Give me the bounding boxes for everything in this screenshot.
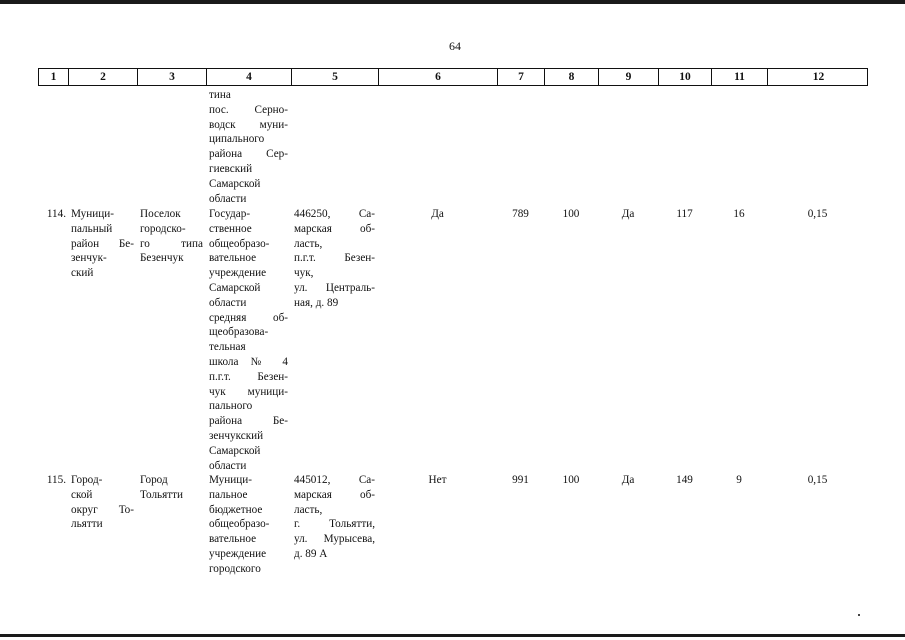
cell-line: общеобразо- [209,518,270,531]
cell-line: общеобразо- [209,237,270,250]
column-header: 6 [379,69,498,85]
cell-line: марская об- [294,222,375,235]
col7-value: 789 [512,208,529,220]
cell-line: Город- [71,474,103,486]
cell-line: ласть, [294,237,323,250]
cell-line: ул. Мурысева, [294,533,375,546]
cell-line: водск муни- [209,118,288,131]
cell-line: зенчукский [209,429,264,442]
cell-line: 445012, Са- [294,474,375,486]
col9-value: Да [621,208,635,220]
address-cell [291,473,378,577]
cell-line: Самарской [209,281,261,294]
cell-line: учреждение [209,547,267,560]
cell-line: ской [71,488,93,501]
column-header: 8 [545,69,599,85]
cell-line: Муници- [209,474,252,486]
bottom-border-rule [0,634,905,637]
address-cell [291,207,378,473]
settlement-cell [137,207,206,473]
column-header: 2 [69,69,138,85]
column-header: 4 [207,69,292,85]
cell-line: городского [209,562,261,575]
cell-line: чук муници- [209,385,288,398]
cell-line: льятти [71,518,103,531]
cell-line: бюджетное [209,503,263,516]
col8-value: 100 [562,208,580,220]
column-header: 10 [659,69,712,85]
cell-line: тельная [209,341,246,354]
col8-value: 100 [562,474,580,486]
cell-line: пос. Серно- [209,103,288,116]
school-name-cell [206,473,291,577]
cell-line: п.г.т. Безен- [209,370,288,383]
table-row [38,473,868,577]
cell-line: района Сер- [209,148,288,161]
cell-line: района Бе- [209,415,288,428]
row-number: 114. [46,208,66,220]
cell-line: го типа [140,237,203,250]
column-header: 1 [39,69,69,85]
cell-line: Самарской [209,444,261,457]
cell-line: зенчук- [71,252,107,265]
cell-line: ласть, [294,503,323,516]
cell-line: школа № 4 [209,355,288,368]
column-header: 7 [498,69,545,85]
col7-value: 991 [512,474,529,486]
municipality-cell [68,207,137,473]
cell-line: области [209,192,247,205]
cell-line: 446250, Са- [294,208,375,220]
cell-line: тина [209,89,231,101]
cell-line: пальное [209,488,248,501]
table-row [38,207,868,473]
col9-value: Да [621,474,635,486]
cell-line: марская об- [294,488,375,501]
cell-line: пальный [71,222,113,235]
cell-line: ная, д. 89 [294,296,339,309]
settlement-cell [137,473,206,577]
col10-value: 117 [676,208,693,220]
scan-speck [858,614,860,616]
cell-line: чук, [294,267,314,280]
cell-line: области [209,459,247,472]
cell-line: средняя об- [209,311,288,324]
col11-value: 9 [736,474,742,486]
cell-line: д. 89 А [294,547,328,560]
cell-line: Город [140,474,168,486]
cell-line: вательное [209,252,257,265]
cell-line: учреждение [209,267,267,280]
cell-line: Тольятти [140,488,184,501]
cell-line: городско- [140,222,186,235]
cell-line: Государ- [209,208,251,220]
cell-line: гиевский [209,162,253,175]
cell-line: район Бе- [71,237,134,250]
cell-line: Самарской [209,177,261,190]
municipality-cell [68,473,137,577]
col12-value: 0,15 [807,208,828,220]
column-header: 12 [812,71,825,83]
cell-line: Безенчук [140,252,184,265]
cell-line: округ То- [71,503,134,516]
column-header: 9 [599,69,659,85]
column-header: 3 [138,69,207,85]
table-row-continuation [38,88,868,206]
col12-value: 0,15 [807,474,828,486]
col6-value: Нет [428,474,447,486]
cell-line: области [209,296,247,309]
school-name-cell [206,88,291,206]
column-header: 11 [712,69,768,85]
table-header-row [38,68,868,86]
page-number: 64 [449,39,461,53]
cell-line: ский [71,267,94,280]
cell-line: щеобразова- [209,326,269,339]
col6-value: Да [431,208,444,220]
school-name-cell [206,207,291,473]
top-border-rule [0,0,905,4]
cell-line: ул. Централь- [294,281,375,294]
cell-line: Поселок [140,208,181,220]
cell-line: п.г.т. Безен- [294,252,375,265]
cell-line: ственное [209,222,252,235]
col11-value: 16 [733,208,745,220]
cell-line: пального [209,400,253,413]
cell-line: Муници- [71,208,114,220]
row-number: 115. [46,474,66,486]
cell-line: вательное [209,533,257,546]
col10-value: 149 [676,474,693,486]
column-header: 5 [292,69,379,85]
cell-line: г. Тольятти, [294,518,375,531]
cell-line: ципального [209,133,265,146]
